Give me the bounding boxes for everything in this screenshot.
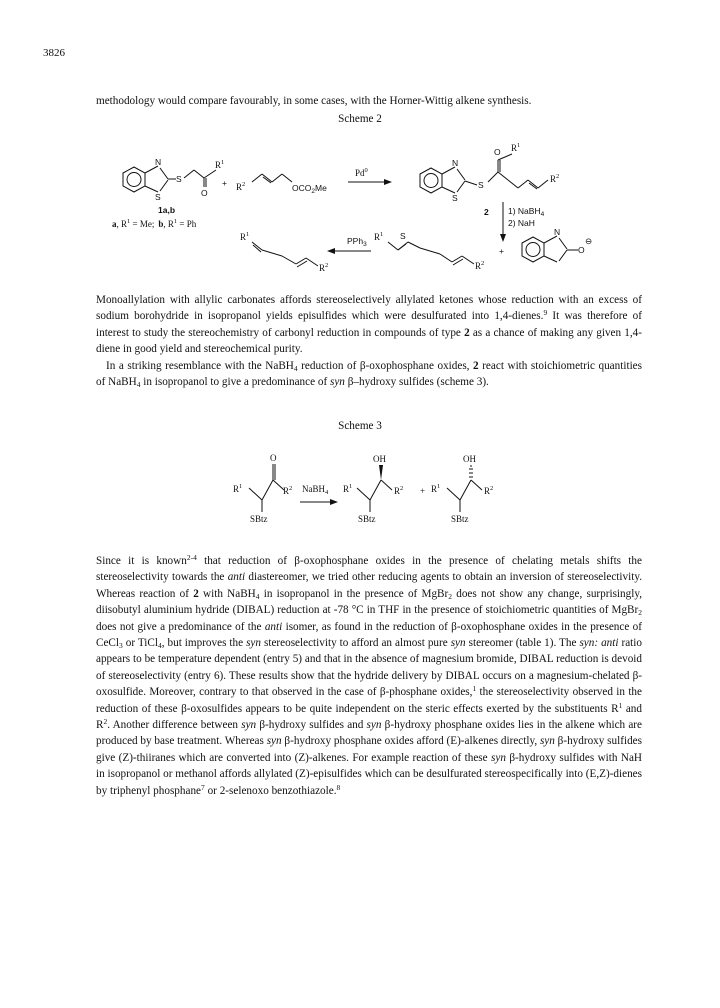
atom-s-ring-2: S <box>452 193 458 203</box>
ketone-r1: $R^1$ <box>233 483 243 494</box>
paragraph-3-segment: the stereoselectivity observed in the reduction of these β-oxosulfides appears to be quite independent on the steric effects exerted by the substituents R <box>96 686 642 715</box>
paragraph-3-segment: does not give a predominance of the <box>96 620 265 633</box>
paragraph-3-segment: β-hydroxy phosphane oxides afford (E)-alkenes directly, <box>281 735 540 748</box>
r2-label-3: $R^2$ <box>475 260 485 271</box>
paragraph-3-segment: syn <box>539 735 555 748</box>
syn-r1: $R^1$ <box>343 483 353 494</box>
paragraph-3-segment: 7 <box>201 782 205 792</box>
anti-sbtz: SBtz <box>451 514 469 524</box>
syn-oh: OH <box>373 454 386 464</box>
paragraph-3-segment: β-hydroxy phosphane oxides lies in the alkene which are produced by base treatment. Whereas <box>96 719 642 748</box>
paragraph-3-segment: β-hydroxy sulfides and <box>256 719 367 732</box>
arrowhead-down <box>500 234 506 242</box>
paragraph-3-segment: with NaBH <box>198 587 256 600</box>
r1-label-3: $R^1$ <box>374 231 384 242</box>
anti-oh: OH <box>463 454 476 464</box>
paragraph-3-segment: stereoselectivity to afford an almost pure <box>261 637 451 650</box>
paragraph-3-segment: does not show any change, surprisingly, diisobutyl aluminium hydride (DIBAL) reduction at -78 °C in THF in the presence of stoichiometric quantities of MgBr <box>96 587 642 617</box>
syn-r2: $R^2$ <box>394 485 404 496</box>
atom-s-2: S <box>478 180 484 190</box>
atom-o-3: O <box>578 245 585 255</box>
paragraph-3-segment: Since it is known <box>96 555 187 567</box>
arrowhead-3 <box>330 499 338 505</box>
atom-n-1: N <box>155 157 162 167</box>
charge-minus: ⊖ <box>585 236 593 246</box>
paragraph-1-text: Monoallylation with allylic carbonates affords stereoselectively allylated ketones whose reduction with an excess of sodium borohydride in isopropanol yields episulfides which were desulfurated into 1,4-dienes.$^9$ It was therefore of interest to study the stereochemistry of carbonyl reduction in compounds of type 2 as a chance of making any given 1,4-diene in good yield and stereochemical purity. <box>96 294 642 356</box>
compound-2-label: 2 <box>484 207 489 217</box>
reagent-label: NaBH$_4$ <box>302 484 329 496</box>
syn-sbtz: SBtz <box>358 514 376 524</box>
atom-n-2: N <box>452 158 459 168</box>
ketone-sbtz: SBtz <box>250 514 268 524</box>
paragraph-3-segment: syn <box>366 719 382 732</box>
r1-label-2: $R^1$ <box>511 142 521 153</box>
scheme2-figure <box>0 130 720 280</box>
intro-line <box>96 93 642 109</box>
atom-s-ring-1: S <box>155 192 161 202</box>
atom-o-2: O <box>494 147 501 157</box>
r1-label-4: $R^1$ <box>240 231 250 242</box>
carbonate-label: $OCO_2Me$ <box>292 183 327 195</box>
paragraph-3-segment: β-hydroxy sulfides with NaH in isopropanol or methanol affords allylated (Z)-episulfides which can be desulfurated stereospecifically into (E,Z)-dienes by triphenyl phosphane <box>96 751 642 797</box>
paragraph-3-segment: or 2-selenoxo benzothiazole. <box>204 784 337 797</box>
paragraph-3-segment: in isopropanol in the presence of MgBr <box>259 587 449 600</box>
r2-label-1: $R^2$ <box>236 181 246 192</box>
paragraph-2-text: In a striking resemblance with the NaBH$_4$ reduction of β-oxophosphane oxides, 2 react with stoichiometric quantities of NaBH$_4$ in isopropanol to give a predominance of syn β–hydroxy sulfides (scheme 3). <box>96 359 642 390</box>
syn-alcohol-structure <box>357 465 392 512</box>
ketone-structure <box>249 464 284 512</box>
paragraph-3-segment: syn <box>450 637 466 650</box>
atom-s-3: S <box>400 231 406 241</box>
paragraph-3-segment: , but improves the <box>161 637 247 650</box>
plus-sign-3: + <box>420 486 426 496</box>
episulfide-structure <box>388 242 474 265</box>
paragraph-3-segment: or TiCl <box>122 637 158 650</box>
benzothiazolate <box>522 236 578 262</box>
atom-o-1: O <box>201 188 208 198</box>
pd-catalyst-label: Pd$^0$ <box>355 167 368 178</box>
compound-1-label: 1a,b <box>158 205 176 215</box>
r2-label-4: $R^2$ <box>319 262 329 273</box>
diene-structure <box>252 242 318 267</box>
intro-text: methodology would compare favourably, in some cases, with the Horner-Wittig alkene synthesis. <box>96 95 532 107</box>
pph3-label: PPh$_3$ <box>347 236 367 248</box>
paragraph-3-segment: 8 <box>336 782 341 792</box>
arrowhead-2 <box>327 248 335 254</box>
step-2-label: 2) NaH <box>508 218 535 228</box>
substituents-label: a, $R^1 = Me$; b, $R^1 = Ph$ <box>112 218 197 229</box>
paragraph-3-segment: 2 <box>448 591 452 601</box>
scheme3-figure <box>0 446 720 526</box>
paragraph-3-segment: 4 <box>157 641 162 651</box>
r1-label-1: $R^1$ <box>215 159 225 170</box>
ketone-o: O <box>270 453 277 463</box>
r2-label-2: $R^2$ <box>550 173 560 184</box>
paragraph-3-segment: 2 <box>103 717 108 727</box>
step-1-label: 1) NaBH$_4$ <box>508 206 545 218</box>
paragraph-3-segment: anti <box>264 620 283 633</box>
paragraph-3-segment: 3 <box>119 641 123 651</box>
atom-s-1: S <box>176 174 182 184</box>
anti-r1: $R^1$ <box>431 483 441 494</box>
anti-r2: $R^2$ <box>484 485 494 496</box>
arrowhead-1 <box>384 179 392 185</box>
paragraph-3 <box>96 553 642 799</box>
paragraph-3-segment: anti <box>227 571 246 584</box>
plus-sign-1: + <box>222 178 227 188</box>
plus-sign-2: + <box>499 246 504 256</box>
ketone-r2: $R^2$ <box>283 485 293 496</box>
paragraph-3-text <box>96 553 642 799</box>
paragraph-3-segment: 4 <box>255 591 260 601</box>
paragraph-3-segment: syn <box>491 751 506 764</box>
paragraph-3-segment: 1 <box>472 684 477 694</box>
atom-n-3: N <box>554 227 561 237</box>
paragraph-3-segment: 1 <box>618 700 623 710</box>
paragraph-3-segment: diastereomer, we tried other reducing agents to obtain an inversion of stereoselectivity. Whereas reaction of <box>96 571 642 600</box>
allyl-carbonate <box>252 174 292 183</box>
paragraph-3-segment: 2-4 <box>186 553 197 562</box>
paragraph-3-segment: isomer, as found in the reduction of β-oxophosphane oxides in the presence of CeCl <box>96 620 642 650</box>
paragraph-1 <box>96 292 642 390</box>
paragraph-3-segment: syn <box>246 637 261 650</box>
anti-alcohol-structure <box>447 466 482 512</box>
paragraph-3-segment: syn <box>266 735 282 748</box>
paragraph-3-segment: ratio appears to be temperature dependent (entry 5) and that in the absence of magnesium bromide, DIBAL reduction is devoid of stereoselectivity (entry 6). These results show that the hydride delivery by DIBAL occurs on a magnesium-chelated β-oxosulfide. Moreover, contrary to that observed in the case of β-phosphane oxides, <box>96 637 642 699</box>
scheme2-title: Scheme 2 <box>338 113 382 125</box>
benzothiazole-ring-2 <box>420 154 548 193</box>
scheme3-title: Scheme 3 <box>338 420 382 432</box>
paragraph-3-segment: syn: anti <box>579 637 619 650</box>
page-number: 3826 <box>43 47 65 59</box>
paragraph-3-segment: β-hydroxy sulfides give (Z)-thiiranes which are converted into (Z)-alkenes. For example reaction of these <box>96 735 642 764</box>
paragraph-3-segment: syn <box>241 719 257 732</box>
paragraph-3-segment: stereomer (table 1). The <box>465 637 580 650</box>
paragraph-3-segment: that reduction of β-oxophosphane oxides in the presence of chelating metals shifts the stereoselectivity towards the <box>96 555 642 584</box>
paragraph-3-segment: 2 <box>193 587 199 600</box>
paragraph-3-segment: 2 <box>638 608 642 618</box>
paragraph-3-segment: and R <box>96 702 642 732</box>
paragraph-3-segment: . Another difference between <box>107 719 242 732</box>
